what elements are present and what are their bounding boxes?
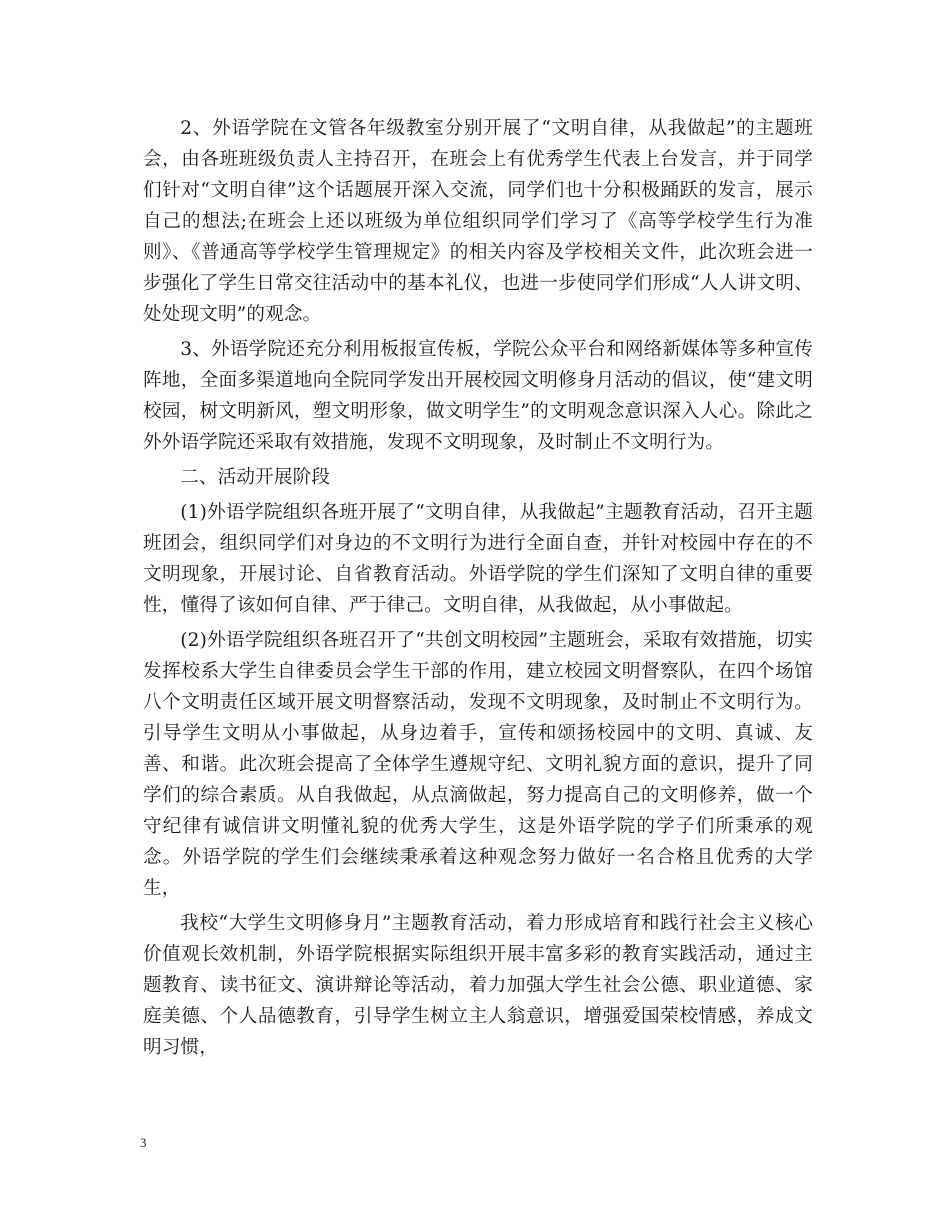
paragraph-class-meeting: 2、外语学院在文管各年级教室分别开展了“文明自律，从我做起”的主题班会，由各班班级负责人主持召开，在班会上有优秀学生代表上台发言，并于同学们针对“文明自律”这个话题展开深入交流，同学们也十分积极踊跃的发言，展示自己的想法;在班会上还以班级为单位组织同学们学习了《高等学校学生行为准则》、《普通高等学校学生管理规定》的相关内容及学校相关文件，此次班会进一步强化了学生日常交往活动中的基本礼仪，也进一步使同学们形成“人人讲文明、处处现文明”的观念。 xyxy=(143,118,813,325)
page-number: 3 xyxy=(140,1135,147,1150)
paragraph-self-cultivation-month: 我校“大学生文明修身月”主题教育活动，着力形成培育和践行社会主义核心价值观长效机制，外语学院根据实际组织开展丰富多彩的教育实践活动，通过主题教育、读书征文、演讲辩论等活动，着力加强大学生社会公德、职业道德、家庭美德、个人品德教育，引导学生树立主人翁意识，增强爱国荣校情感，养成文明习惯， xyxy=(143,913,813,1058)
section-heading-activity-stage: 二、活动开展阶段 xyxy=(180,467,331,488)
paragraph-theme-education: (1)外语学院组织各班开展了“文明自律，从我做起”主题教育活动，召开主题班团会，组织同学们对身边的不文明行为进行全面自查，并针对校园中存在的不文明现象，开展讨论、自省教育活动。外语学院的学生们深知了文明自律的重要性，懂得了该如何自律、严于律己。文明自律，从我做起，从小事做起。 xyxy=(143,502,813,616)
document-body xyxy=(143,113,813,1063)
paragraph-publicity: 3、外语学院还充分利用板报宣传板，学院公众平台和网络新媒体等多种宣传阵地，全面多渠道地向全院同学发出开展校园文明修身月活动的倡议，使“建文明校园，树文明新风，塑文明形象，做文明学生”的文明观念意识深入人心。除此之外外语学院还采取有效措施，发现不文明现象，及时制止不文明行为。 xyxy=(143,339,813,453)
paragraph-civilized-campus: (2)外语学院组织各班召开了“共创文明校园”主题班会，采取有效措施，切实发挥校系大学生自律委员会学生干部的作用，建立校园文明督察队，在四个场馆八个文明责任区域开展文明督察活动，发现不文明现象，及时制止不文明行为。引导学生文明从小事做起，从身边着手，宣传和颂扬校园中的文明、真诚、友善、和谐。此次班会提高了全体学生遵规守纪、文明礼貌方面的意识，提升了同学们的综合素质。从自我做起，从点滴做起，努力提高自己的文明修养，做一个守纪律有诚信讲文明懂礼貌的优秀大学生，这是外语学院的学子们所秉承的观念。外语学院的学生们会继续秉承着这种观念努力做好一名合格且优秀的大学生， xyxy=(143,630,813,899)
